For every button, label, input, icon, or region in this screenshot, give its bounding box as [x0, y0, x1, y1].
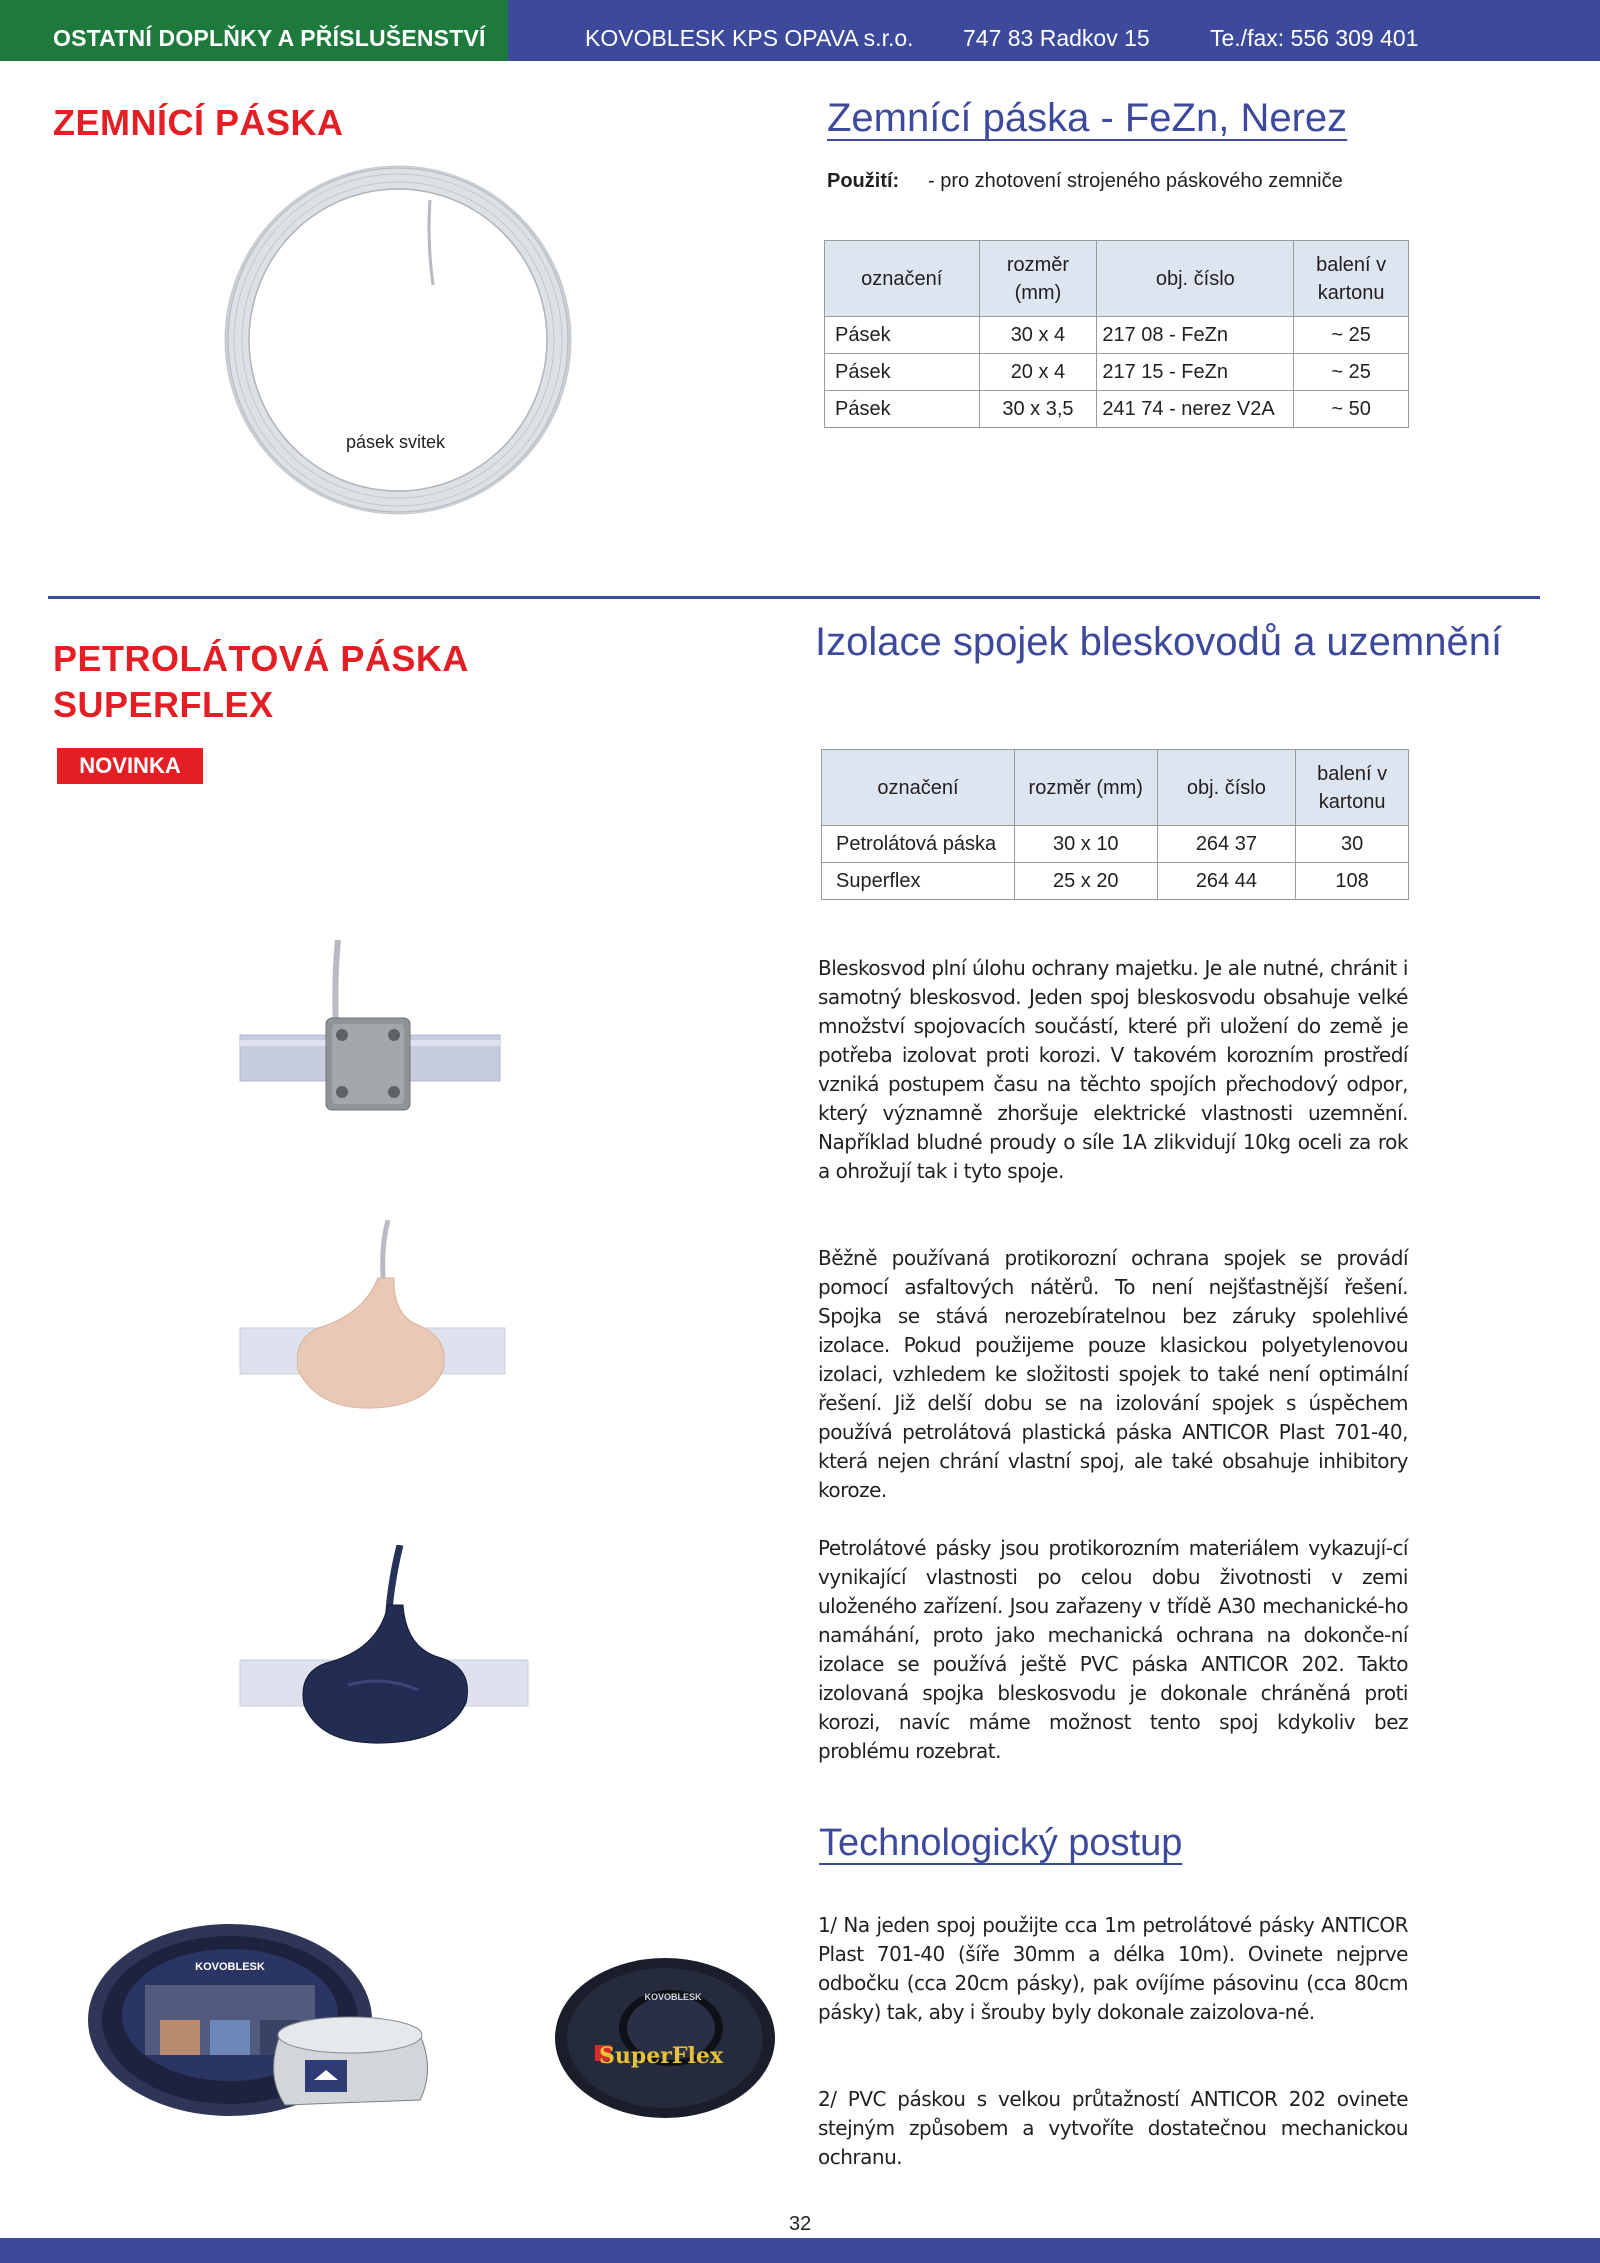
anticor-tin-image	[80, 1910, 440, 2145]
cell-obj-cislo: 241 74 - nerez V2A	[1097, 391, 1294, 428]
col-header: označení	[825, 241, 980, 317]
table-row	[825, 391, 1409, 428]
section-divider	[48, 596, 1540, 599]
section2-title-line2: SUPERFLEX	[53, 684, 274, 725]
section2-title-line1: PETROLÁTOVÁ PÁSKA	[53, 638, 469, 679]
header-category: OSTATNÍ DOPLŇKY A PŘÍSLUŠENSTVÍ	[53, 25, 486, 51]
table-row	[825, 317, 1409, 354]
step-1: 1/ Na jeden spoj použijte cca 1m petrolátové pásky ANTICOR Plast 701-40 (šíře 30mm a délka 10m). Ovinete nejprve odbočku (cca 20cm pásky), pak ovíjíme pásovinu (cca 80cm pásky) tak, aby i šrouby byly dokonale zaizolova-né.	[818, 1913, 1408, 2024]
cell-obj-cislo: 217 15 - FeZn	[1097, 354, 1294, 391]
coil-caption: pásek svitek	[346, 432, 446, 452]
cell-oznaceni: Superflex	[822, 863, 1015, 900]
col-header: balení v kartonu	[1296, 750, 1409, 826]
paragraph-3: Petrolátové pásky jsou protikorozním materiálem vykazují-cí vynikající vlastnosti po celou dobu životnosti v zemi uloženého zařízení. Jsou zařazeny v třídě A30 mechanické-ho namáhání, proto jako mechanická ochrana na dokonče-ní izolace se používá ještě PVC páska ANTICOR 202. Takto izolovaná spojka bleskosvodu je dokonale chráněná proti korozi, navíc máme možnost tento spoj kdykoliv bez problému rozebrat.	[818, 1536, 1408, 1763]
usage-label: Použití:	[827, 170, 900, 192]
izolace-table	[821, 749, 1409, 900]
cell-obj-cislo: 264 44	[1157, 863, 1296, 900]
cell-rozmer: 25 x 20	[1014, 863, 1157, 900]
cell-rozmer: 30 x 3,5	[979, 391, 1097, 428]
cell-oznaceni: Pásek	[825, 317, 980, 354]
petrolatum-wrapped-joint-image	[238, 1220, 508, 1450]
header-phone: Te./fax: 556 309 401	[1210, 25, 1419, 51]
footer-bar	[0, 2238, 1600, 2263]
pvc-wrapped-joint-image	[238, 1545, 530, 1790]
cell-baleni: ~ 50	[1294, 391, 1409, 428]
pasek-table	[824, 240, 1409, 428]
paragraph-2: Běžně používaná protikorozní ochrana spojek se provádí pomocí asfaltových nátěrů. To není nejšťastnější řešení. Spojka se stává nerozebíratelnou bez záruky spolehlivé izolace. Pokud použijeme pouze klasickou polyetylenovou izolaci, vzhledem ke složitosti spojek to také není optimální řešení. Již delší dobu se na izolování spojek s úspěchem používá petrolátová plastická páska ANTICOR Plast 701-40, která nejen chrání vlastní spoj, ale také obsahuje inhibitory koroze.	[818, 1246, 1408, 1502]
cell-baleni: 108	[1296, 863, 1409, 900]
bare-joint-image	[238, 940, 503, 1155]
cell-rozmer: 30 x 4	[979, 317, 1097, 354]
col-header: balení v kartonu	[1294, 241, 1409, 317]
col-header: obj. číslo	[1157, 750, 1296, 826]
cell-baleni: 30	[1296, 826, 1409, 863]
col-header: obj. číslo	[1097, 241, 1294, 317]
coil-image	[215, 160, 580, 520]
usage-text: - pro zhotovení strojeného páskového zemniče	[928, 170, 1343, 192]
cell-baleni: ~ 25	[1294, 317, 1409, 354]
cell-oznaceni: Pásek	[825, 391, 980, 428]
tech-heading: Technologický postup	[819, 1822, 1183, 1864]
cell-obj-cislo: 264 37	[1157, 826, 1296, 863]
table-row	[822, 863, 1409, 900]
tape-name-text: SuperFlex	[599, 2043, 723, 2069]
table-row	[822, 826, 1409, 863]
cell-oznaceni: Petrolátová páska	[822, 826, 1015, 863]
paragraph-1: Bleskosvod plní úlohu ochrany majetku. Je ale nutné, chránit i samotný bleskosvod. Jeden spoj bleskosvodu obsahuje velké množství spojovacích součástí, které při uložení do země je potřeba izolovat proti korozi. V takovém korozním prostředí vzniká postupem času na těchto spojích přechodový odpor, který významně zhoršuje elektrické vlastnosti uzemnění. Například bludné proudy o síle 1A zlikvidují 10kg oceli za rok a ohrožují tak i tyto spoje.	[818, 956, 1408, 1183]
col-header: označení	[822, 750, 1015, 826]
table-row	[825, 354, 1409, 391]
cell-baleni: ~ 25	[1294, 354, 1409, 391]
header-company: KOVOBLESK KPS OPAVA s.r.o.	[585, 25, 914, 51]
novinka-badge: NOVINKA	[57, 748, 203, 784]
col-header: rozměr (mm)	[1014, 750, 1157, 826]
section1-heading: Zemnící páska - FeZn, Nerez	[827, 96, 1348, 140]
cell-oznaceni: Pásek	[825, 354, 980, 391]
cell-rozmer: 30 x 10	[1014, 826, 1157, 863]
superflex-tape-image	[553, 1945, 783, 2120]
cell-rozmer: 20 x 4	[979, 354, 1097, 391]
page-number: 32	[789, 2213, 812, 2235]
tin-brand-text: KOVOBLESK	[195, 1961, 265, 1973]
col-header: rozměr (mm)	[979, 241, 1097, 317]
step-2: 2/ PVC páskou s velkou průtažností ANTICOR 202 ovinete stejným způsobem a vytvoříte dostatečnou mechanickou ochranu.	[818, 2087, 1408, 2169]
cell-obj-cislo: 217 08 - FeZn	[1097, 317, 1294, 354]
tape-brand-text: KOVOBLESK	[644, 1992, 702, 2002]
section2-heading: Izolace spojek bleskovodů a uzemnění	[815, 620, 1503, 664]
header-address: 747 83 Radkov 15	[963, 25, 1150, 51]
section1-title: ZEMNÍCÍ PÁSKA	[53, 102, 344, 143]
